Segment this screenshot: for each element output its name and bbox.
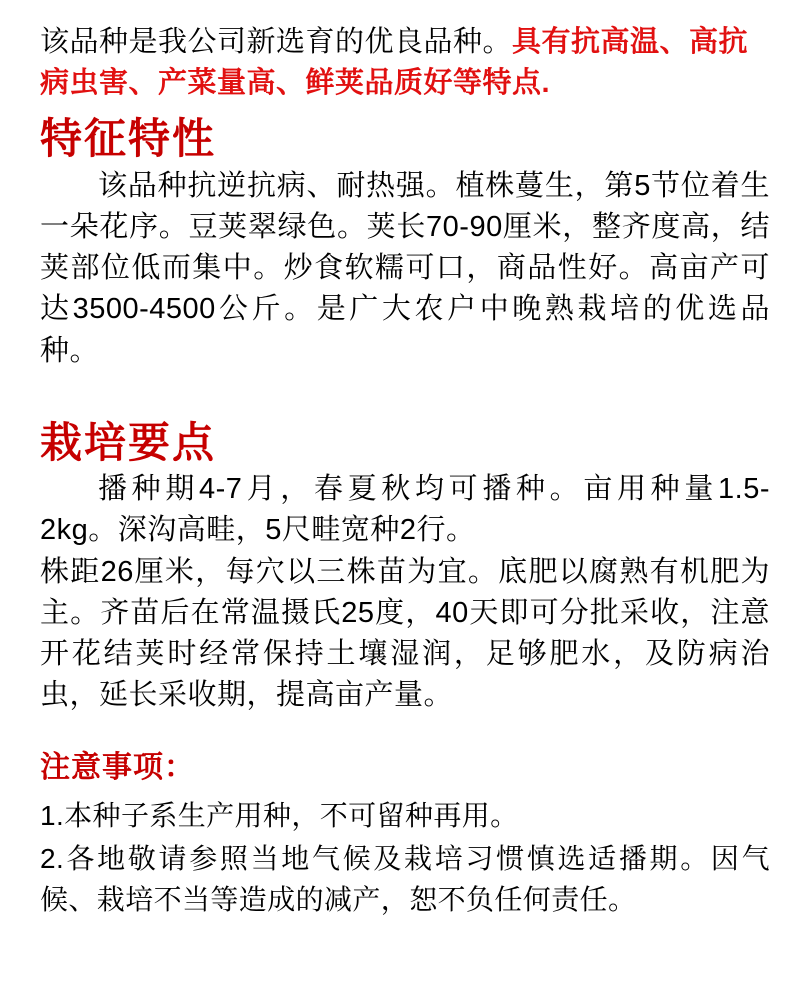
spacer-before-notice [40,716,770,742]
spacer-after-characteristics [40,372,770,408]
section-cultivation-paragraph-2: 株距26厘米，每穴以三株苗为宜。底肥以腐熟有机肥为主。齐苗后在常温摄氏25度，40天即可分批采收，注意开花结荚时经常保持土壤湿润，足够肥水，及防病治虫，延长采收期，提高亩产量。 [40,555,770,712]
section-title-characteristics: 特征特性 [40,114,217,164]
section-cultivation-paragraph-1: 播种期4-7月，春夏秋均可播种。亩用种量1.5-2kg。深沟高畦，5尺畦宽种2行。 [40,473,770,547]
notice-title: 注意事项： [40,750,195,786]
notice-item-1: 1.本种子系生产用种，不可留种再用。 [40,800,519,832]
intro-plain-text: 该品种是我公司新选育的优良品种。 [40,26,513,58]
intro-paragraph [40,22,770,104]
section-characteristics-paragraph-1: 该品种抗逆抗病、耐热强。植株蔓生，第5节位着生一朵花序。豆荚翠绿色。荚长70-90厘米，整齐度高，结荚部位低而集中。炒食软糯可口，商品性好。高亩产可达3500-4500公斤。是广大农户中晚熟栽培的优选品种。 [40,169,770,367]
section-title-cultivation: 栽培要点 [40,417,217,467]
notice-item-2: 2.各地敬请参照当地气候及栽培习惯慎选适播期。因气候、栽培不当等造成的减产，恕不负任何责任。 [40,842,770,915]
intro-highlight-text: 具有抗高温、高抗病虫害、产菜量高、鲜荚品质好等特点. [40,26,749,100]
